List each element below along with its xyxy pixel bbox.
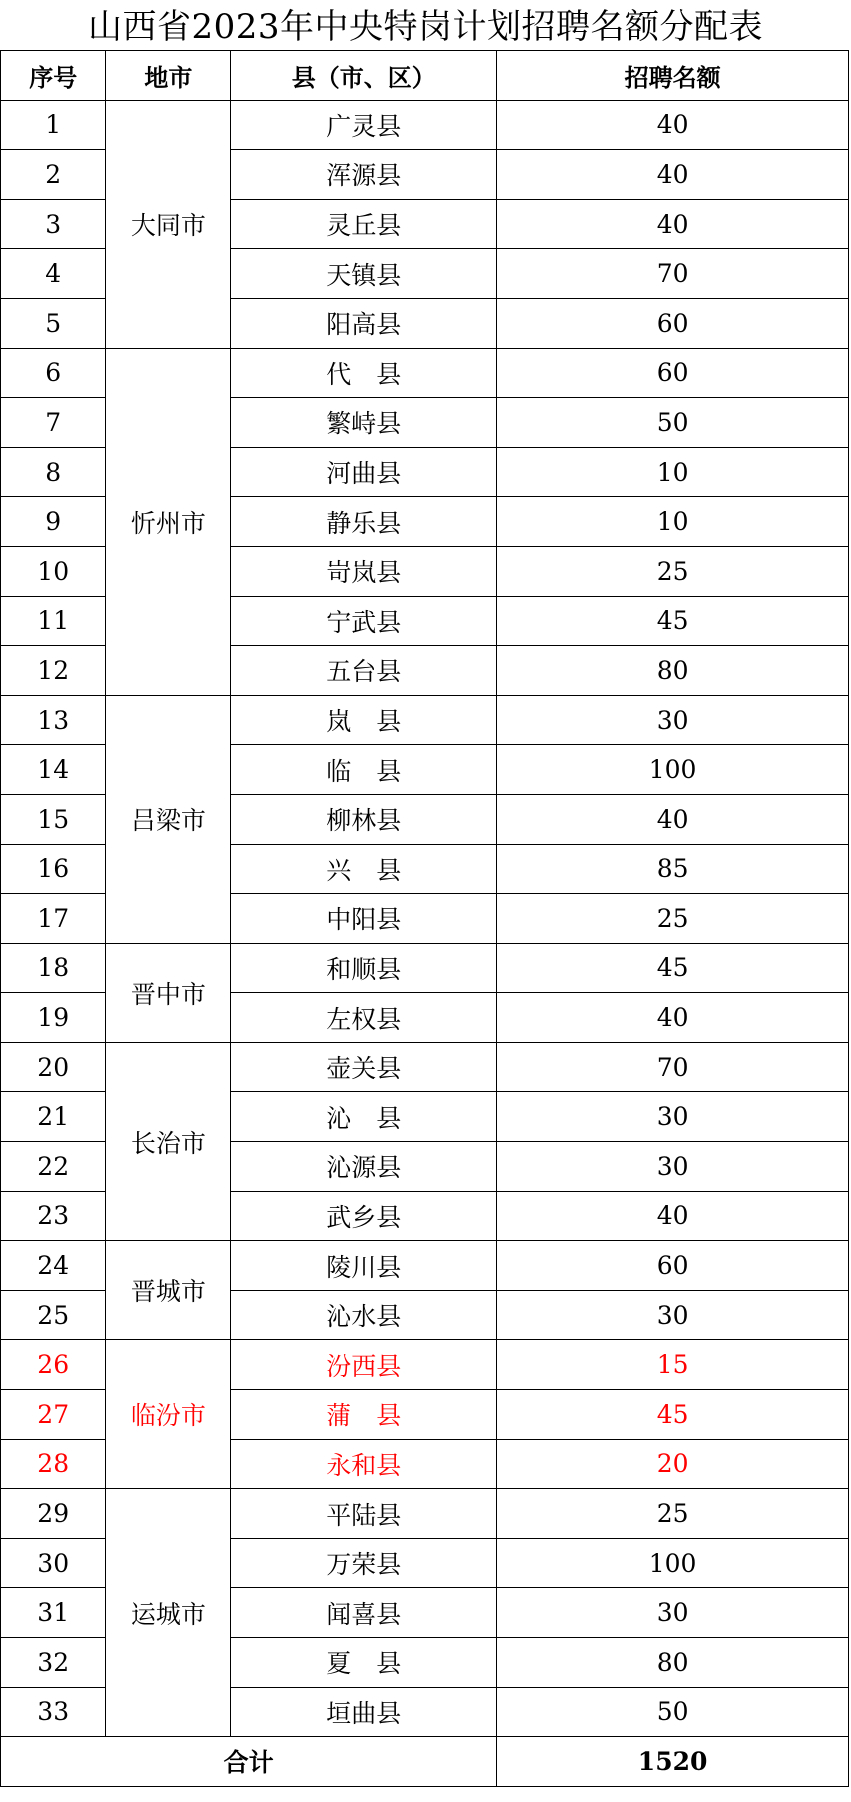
city-cell: 吕梁市 xyxy=(106,695,231,943)
quota-cell: 30 xyxy=(497,1588,849,1638)
row-index: 21 xyxy=(1,1092,106,1142)
quota-cell: 45 xyxy=(497,943,849,993)
quota-cell: 80 xyxy=(497,646,849,696)
county-cell: 岚 县 xyxy=(231,695,497,745)
quota-cell: 80 xyxy=(497,1638,849,1688)
quota-cell: 60 xyxy=(497,1241,849,1291)
quota-cell: 40 xyxy=(497,1191,849,1241)
county-cell: 天镇县 xyxy=(231,249,497,299)
row-index: 6 xyxy=(1,348,106,398)
table-body xyxy=(1,100,849,1737)
header-quota: 招聘名额 xyxy=(497,51,849,101)
county-cell: 代 县 xyxy=(231,348,497,398)
table-row xyxy=(1,1489,849,1539)
row-index: 20 xyxy=(1,1042,106,1092)
header-row xyxy=(1,51,849,101)
table-row xyxy=(1,348,849,398)
row-index: 2 xyxy=(1,150,106,200)
total-row xyxy=(1,1737,849,1787)
city-cell: 大同市 xyxy=(106,100,231,348)
table-row xyxy=(1,1042,849,1092)
row-index: 19 xyxy=(1,993,106,1043)
quota-cell: 45 xyxy=(497,596,849,646)
total-value: 1520 xyxy=(497,1737,849,1787)
row-index: 9 xyxy=(1,497,106,547)
row-index: 23 xyxy=(1,1191,106,1241)
page-title: 山西省2023年中央特岗计划招聘名额分配表 xyxy=(87,7,764,47)
row-index: 11 xyxy=(1,596,106,646)
quota-cell: 30 xyxy=(497,695,849,745)
county-cell: 沁水县 xyxy=(231,1290,497,1340)
row-index: 32 xyxy=(1,1638,106,1688)
header-index: 序号 xyxy=(1,51,106,101)
header-city: 地市 xyxy=(106,51,231,101)
row-index: 27 xyxy=(1,1390,106,1440)
county-cell: 广灵县 xyxy=(231,100,497,150)
quota-cell: 100 xyxy=(497,1538,849,1588)
quota-cell: 30 xyxy=(497,1142,849,1192)
quota-cell: 50 xyxy=(497,1687,849,1737)
county-cell: 蒲 县 xyxy=(231,1390,497,1440)
quota-cell: 10 xyxy=(497,447,849,497)
county-cell: 阳高县 xyxy=(231,298,497,348)
county-cell: 繁峙县 xyxy=(231,398,497,448)
total-label: 合计 xyxy=(1,1737,497,1787)
county-cell: 和顺县 xyxy=(231,943,497,993)
table-row xyxy=(1,100,849,150)
row-index: 13 xyxy=(1,695,106,745)
row-index: 18 xyxy=(1,943,106,993)
county-cell: 柳林县 xyxy=(231,794,497,844)
city-cell: 忻州市 xyxy=(106,348,231,695)
row-index: 12 xyxy=(1,646,106,696)
row-index: 33 xyxy=(1,1687,106,1737)
city-cell: 晋中市 xyxy=(106,943,231,1042)
quota-cell: 45 xyxy=(497,1390,849,1440)
quota-cell: 40 xyxy=(497,794,849,844)
quota-cell: 15 xyxy=(497,1340,849,1390)
county-cell: 垣曲县 xyxy=(231,1687,497,1737)
quota-cell: 25 xyxy=(497,894,849,944)
quota-cell: 20 xyxy=(497,1439,849,1489)
quota-cell: 100 xyxy=(497,745,849,795)
county-cell: 武乡县 xyxy=(231,1191,497,1241)
row-index: 14 xyxy=(1,745,106,795)
quota-cell: 30 xyxy=(497,1290,849,1340)
county-cell: 沁 县 xyxy=(231,1092,497,1142)
county-cell: 平陆县 xyxy=(231,1489,497,1539)
city-cell: 临汾市 xyxy=(106,1340,231,1489)
quota-cell: 40 xyxy=(497,993,849,1043)
city-cell: 运城市 xyxy=(106,1489,231,1737)
quota-cell: 40 xyxy=(497,100,849,150)
county-cell: 永和县 xyxy=(231,1439,497,1489)
row-index: 3 xyxy=(1,199,106,249)
county-cell: 临 县 xyxy=(231,745,497,795)
county-cell: 左权县 xyxy=(231,993,497,1043)
table-row xyxy=(1,1241,849,1291)
row-index: 24 xyxy=(1,1241,106,1291)
quota-table xyxy=(0,50,849,1787)
row-index: 8 xyxy=(1,447,106,497)
county-cell: 河曲县 xyxy=(231,447,497,497)
quota-cell: 25 xyxy=(497,546,849,596)
row-index: 1 xyxy=(1,100,106,150)
county-cell: 闻喜县 xyxy=(231,1588,497,1638)
row-index: 4 xyxy=(1,249,106,299)
county-cell: 宁武县 xyxy=(231,596,497,646)
county-cell: 陵川县 xyxy=(231,1241,497,1291)
quota-cell: 25 xyxy=(497,1489,849,1539)
quota-cell: 60 xyxy=(497,348,849,398)
quota-cell: 70 xyxy=(497,1042,849,1092)
row-index: 17 xyxy=(1,894,106,944)
county-cell: 五台县 xyxy=(231,646,497,696)
row-index: 28 xyxy=(1,1439,106,1489)
header-county: 县（市、区） xyxy=(231,51,497,101)
county-cell: 岢岚县 xyxy=(231,546,497,596)
row-index: 7 xyxy=(1,398,106,448)
county-cell: 灵丘县 xyxy=(231,199,497,249)
row-index: 29 xyxy=(1,1489,106,1539)
row-index: 22 xyxy=(1,1142,106,1192)
row-index: 16 xyxy=(1,844,106,894)
quota-cell: 10 xyxy=(497,497,849,547)
quota-cell: 85 xyxy=(497,844,849,894)
row-index: 31 xyxy=(1,1588,106,1638)
table-row xyxy=(1,1340,849,1390)
table-row xyxy=(1,943,849,993)
row-index: 25 xyxy=(1,1290,106,1340)
city-cell: 晋城市 xyxy=(106,1241,231,1340)
county-cell: 汾西县 xyxy=(231,1340,497,1390)
county-cell: 万荣县 xyxy=(231,1538,497,1588)
county-cell: 浑源县 xyxy=(231,150,497,200)
row-index: 15 xyxy=(1,794,106,844)
quota-cell: 70 xyxy=(497,249,849,299)
table-row xyxy=(1,695,849,745)
quota-cell: 60 xyxy=(497,298,849,348)
quota-cell: 40 xyxy=(497,199,849,249)
row-index: 5 xyxy=(1,298,106,348)
county-cell: 壶关县 xyxy=(231,1042,497,1092)
county-cell: 夏 县 xyxy=(231,1638,497,1688)
county-cell: 兴 县 xyxy=(231,844,497,894)
quota-cell: 40 xyxy=(497,150,849,200)
quota-cell: 50 xyxy=(497,398,849,448)
row-index: 10 xyxy=(1,546,106,596)
row-index: 30 xyxy=(1,1538,106,1588)
county-cell: 沁源县 xyxy=(231,1142,497,1192)
county-cell: 中阳县 xyxy=(231,894,497,944)
row-index: 26 xyxy=(1,1340,106,1390)
quota-cell: 30 xyxy=(497,1092,849,1142)
city-cell: 长治市 xyxy=(106,1042,231,1240)
county-cell: 静乐县 xyxy=(231,497,497,547)
